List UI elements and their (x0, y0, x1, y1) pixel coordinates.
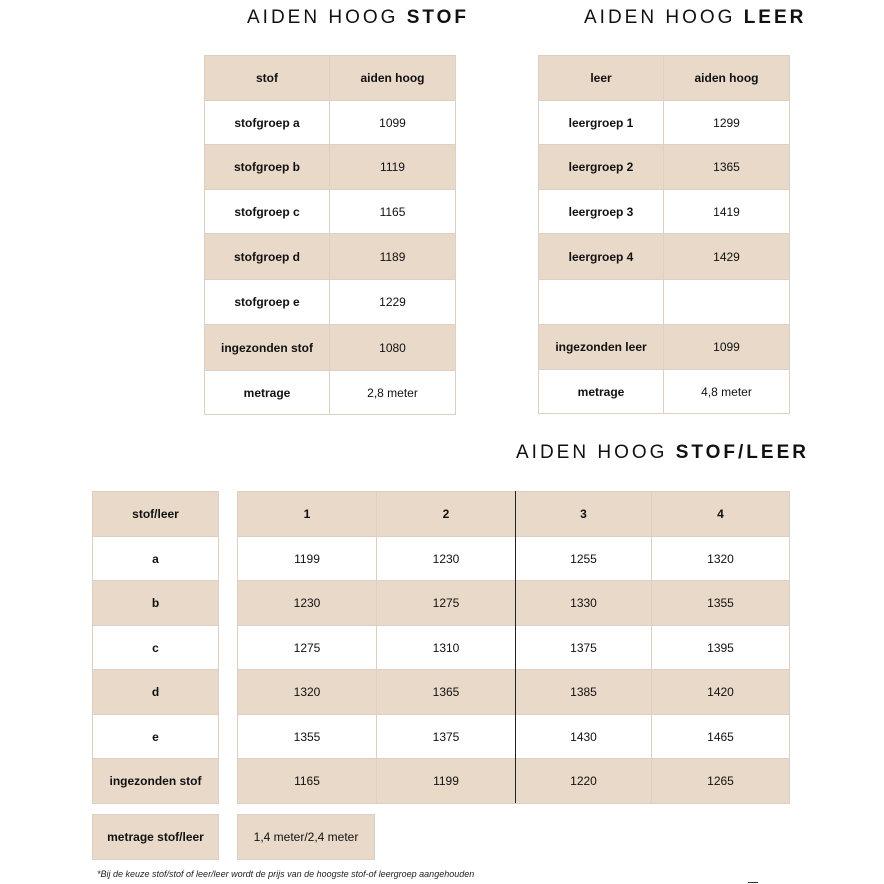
leer-row-value: 1419 (664, 190, 790, 234)
combo-cell: 1199 (238, 537, 377, 581)
stof-title (247, 7, 469, 29)
stof-row-label: stofgroep c (205, 190, 330, 234)
table-row (238, 626, 790, 670)
stof-row-label: stofgroep d (205, 234, 330, 280)
table-row (205, 145, 456, 190)
combo-cell: 1355 (652, 581, 790, 626)
leer-row-label: metrage (539, 370, 664, 414)
leer-header-cell: leer (539, 56, 664, 101)
combo-col-header: 1 (238, 492, 377, 537)
combo-cell: 1375 (377, 715, 516, 759)
combo-title-prefix: AIDEN HOOG (516, 442, 668, 463)
leer-row-value (664, 280, 790, 325)
footnote: *Bij de keuze stof/stof of leer/leer wordt de prijs van de hoogste stof-of leergroep aangehouden (97, 869, 475, 879)
table-row (539, 325, 790, 370)
stof-table (204, 55, 456, 415)
table-row (539, 101, 790, 145)
leer-row-label: leergroep 3 (539, 190, 664, 234)
combo-cell: 1375 (516, 626, 652, 670)
combo-cell: 1265 (652, 759, 790, 804)
combo-row-label: e (93, 715, 219, 759)
stof-row-label: stofgroep a (205, 101, 330, 145)
combo-title (516, 442, 809, 464)
combo-cell: 1355 (238, 715, 377, 759)
combo-row-label: ingezonden stof (93, 759, 219, 804)
combo-row-label: b (93, 581, 219, 626)
leer-row-value: 1429 (664, 234, 790, 280)
leer-title-bold: LEER (743, 7, 807, 28)
stof-row-label: stofgroep e (205, 280, 330, 325)
stof-header-row (205, 56, 456, 101)
combo-row-label: a (93, 537, 219, 581)
combo-row-label: c (93, 626, 219, 670)
combo-cell: 1385 (516, 670, 652, 715)
combo-cell: 1465 (652, 715, 790, 759)
leer-row-value: 1365 (664, 145, 790, 190)
leer-row-label: ingezonden leer (539, 325, 664, 370)
leer-row-label: leergroep 4 (539, 234, 664, 280)
combo-cell: 1275 (238, 626, 377, 670)
stof-row-label: ingezonden stof (205, 325, 330, 371)
column-divider (515, 491, 516, 803)
table-row (539, 190, 790, 234)
table-row (238, 759, 790, 804)
stof-row-value: 1080 (330, 325, 456, 371)
stof-header-cell: aiden hoog (330, 56, 456, 101)
stof-row-value: 2,8 meter (330, 371, 456, 415)
table-row (238, 670, 790, 715)
stof-row-value: 1099 (330, 101, 456, 145)
leer-title-prefix: AIDEN HOOG (584, 7, 736, 28)
table-row (238, 715, 790, 759)
leer-row-value: 4,8 meter (664, 370, 790, 414)
combo-col-header: 3 (516, 492, 652, 537)
stof-header-cell: stof (205, 56, 330, 101)
leer-header-row (539, 56, 790, 101)
leer-header-cell: aiden hoog (664, 56, 790, 101)
combo-value-table (237, 491, 790, 804)
combo-cell: 1230 (377, 537, 516, 581)
table-row (238, 537, 790, 581)
leer-row-label (539, 280, 664, 325)
combo-header-row (238, 492, 790, 537)
stof-title-bold: STOF (406, 7, 470, 28)
combo-metrage-label-table (92, 814, 219, 860)
leer-row-value: 1299 (664, 101, 790, 145)
combo-cell: 1220 (516, 759, 652, 804)
combo-cell: 1230 (238, 581, 377, 626)
table-row (205, 325, 456, 371)
combo-metrage-value: 1,4 meter/2,4 meter (238, 815, 375, 860)
table-row (205, 101, 456, 145)
combo-cell: 1395 (652, 626, 790, 670)
stof-row-value: 1229 (330, 280, 456, 325)
combo-cell: 1320 (238, 670, 377, 715)
combo-metrage-label: metrage stof/leer (93, 815, 219, 860)
combo-cell: 1330 (516, 581, 652, 626)
combo-cell: 1255 (516, 537, 652, 581)
leer-row-value: 1099 (664, 325, 790, 370)
table-row (205, 234, 456, 280)
combo-title-bold: STOF/LEER (675, 442, 809, 463)
table-row (205, 371, 456, 415)
leer-row-label: leergroep 2 (539, 145, 664, 190)
table-row (205, 280, 456, 325)
combo-cell: 1430 (516, 715, 652, 759)
stof-row-value: 1189 (330, 234, 456, 280)
combo-cell: 1420 (652, 670, 790, 715)
combo-label-table (92, 491, 219, 804)
table-row (238, 581, 790, 626)
combo-cell: 1165 (238, 759, 377, 804)
stof-title-prefix: AIDEN HOOG (247, 7, 399, 28)
combo-col-header: 2 (377, 492, 516, 537)
combo-cell: 1365 (377, 670, 516, 715)
stof-row-value: 1165 (330, 190, 456, 234)
combo-col-header: 4 (652, 492, 790, 537)
stof-row-label: stofgroep b (205, 145, 330, 190)
combo-cell: 1310 (377, 626, 516, 670)
leer-row-label: leergroep 1 (539, 101, 664, 145)
stof-row-value: 1119 (330, 145, 456, 190)
table-row (539, 145, 790, 190)
leer-title (584, 7, 806, 29)
combo-row-label: d (93, 670, 219, 715)
table-row (205, 190, 456, 234)
table-row (539, 370, 790, 414)
combo-cell: 1320 (652, 537, 790, 581)
table-row (539, 234, 790, 280)
combo-cell: 1199 (377, 759, 516, 804)
combo-cell: 1275 (377, 581, 516, 626)
table-row (539, 280, 790, 325)
leer-table (538, 55, 790, 414)
combo-metrage-value-table (237, 814, 375, 860)
stof-row-label: metrage (205, 371, 330, 415)
decorative-tick (748, 882, 758, 883)
combo-row-header: stof/leer (93, 492, 219, 537)
